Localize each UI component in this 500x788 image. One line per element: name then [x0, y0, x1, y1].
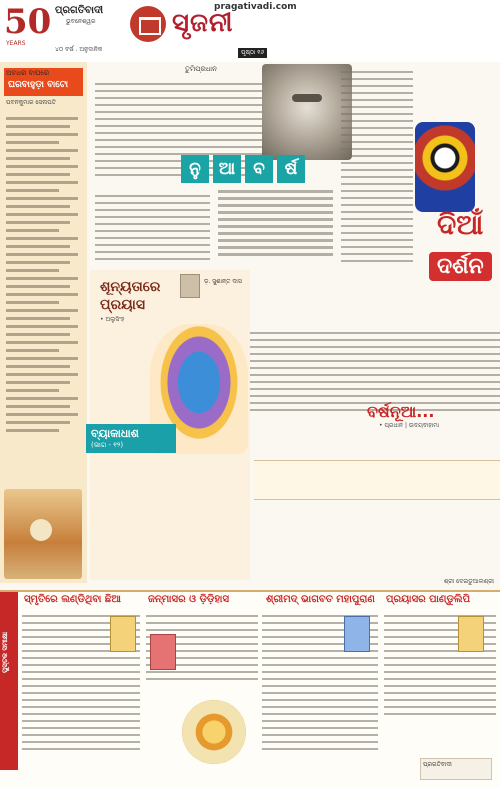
poem-kicker: ଅବଧର ବାଘରେ	[6, 69, 50, 77]
poem-title	[100, 278, 160, 314]
review-heading: ପ୍ରୟାସର ପାଣ୍ଡୁଲିପି	[386, 594, 471, 605]
poem-byline: • ପ୍ରଧାନ | ଉଦୟବାହାମା	[379, 422, 440, 429]
site-url[interactable]: pragativadi.com	[214, 2, 297, 12]
tagline: ୪୦ ବର୍ଷ . ଅନୁଦାନିକ	[55, 46, 103, 53]
poem-body	[0, 110, 87, 439]
section-title: ସୃଜନୀ	[172, 8, 234, 38]
review-heading: ଶ୍ରୀମଦ୍ ଭାଗବତ ମହାପୁରାଣ	[266, 594, 375, 605]
brand-name: ପ୍ରଗତିବାଦୀ	[55, 5, 104, 16]
banner-letter: ନୁ	[181, 155, 209, 183]
poem-title-box	[4, 68, 83, 96]
poem-title-varsha: ବର୍ଷନୂଆ...	[367, 402, 435, 421]
notice-box	[254, 460, 500, 500]
zodiac-illustration	[182, 700, 246, 764]
book-cover	[458, 616, 484, 652]
author-name: ଡ଼. ସୁଶାନ୍ତ ଦାସ	[204, 278, 242, 285]
serial-title-box	[86, 424, 176, 453]
anniversary-label: YEARS	[6, 40, 26, 47]
side-tab-label: ପୁସ୍ତକ ସମୀକ୍ଷା	[1, 632, 9, 673]
deity-illustration	[415, 122, 475, 212]
book-cover	[150, 634, 176, 670]
poem-title-line: ପ୍ରୟାସ	[100, 297, 145, 313]
footer-note: ପ୍ରଗତିବାଦୀ	[420, 758, 492, 780]
book-icon	[130, 6, 166, 42]
new-year-banner	[181, 155, 305, 183]
poem-title-line: ଶୂନ୍ୟତାରେ	[100, 279, 161, 295]
headline-dinn: ଦିଆଁ	[437, 208, 484, 241]
section-label: ତୁମିପ୍ରଧାନ	[185, 65, 217, 73]
review-heading: ଜନ୍ମାସର ଓ ଡ଼ିଡ଼ିହାସ	[148, 594, 229, 605]
article-text	[341, 66, 413, 267]
poem-author: ପବନକୁମାର ସେନାପତି	[6, 99, 56, 106]
serial-title: ବ୍ୟାକାଧାଶ	[91, 427, 139, 440]
left-column	[0, 62, 87, 583]
anniversary-logo: 50	[4, 2, 52, 42]
serial-part: (ଭାଗ - ୧୨)	[91, 441, 124, 449]
banner-letter: ର୍ଷ	[277, 155, 305, 183]
date-line: ଭୁବନେଶ୍ୱର	[66, 18, 96, 25]
poem-byline: • ଅଲୁସିଂହ	[100, 316, 125, 323]
book-cover	[110, 616, 136, 652]
headline-darshan: ଦର୍ଶନ	[429, 252, 492, 281]
author-photo	[180, 274, 200, 298]
illustration-image	[4, 489, 82, 579]
book-cover	[344, 616, 370, 652]
side-tab	[0, 592, 18, 770]
right-article	[337, 62, 500, 327]
banner-letter: ବ	[245, 155, 273, 183]
poem-title: ଘରବାହୁଡ଼ା ବାଟୋ	[8, 80, 69, 90]
signature: ଶ୍ରୀ ଦେଇଡୁଆଲଶ୍ରୀ	[443, 578, 494, 585]
article-text	[95, 190, 333, 262]
banner-letter: ଆ	[213, 155, 241, 183]
masthead	[0, 0, 500, 62]
review-heading: ସ୍ମୃତିରେ ଲଣ୍ଡିଥିବା ଛିଆ	[24, 594, 121, 605]
page-label: ପୃଷ୍ଠା ୧୬	[238, 48, 267, 58]
